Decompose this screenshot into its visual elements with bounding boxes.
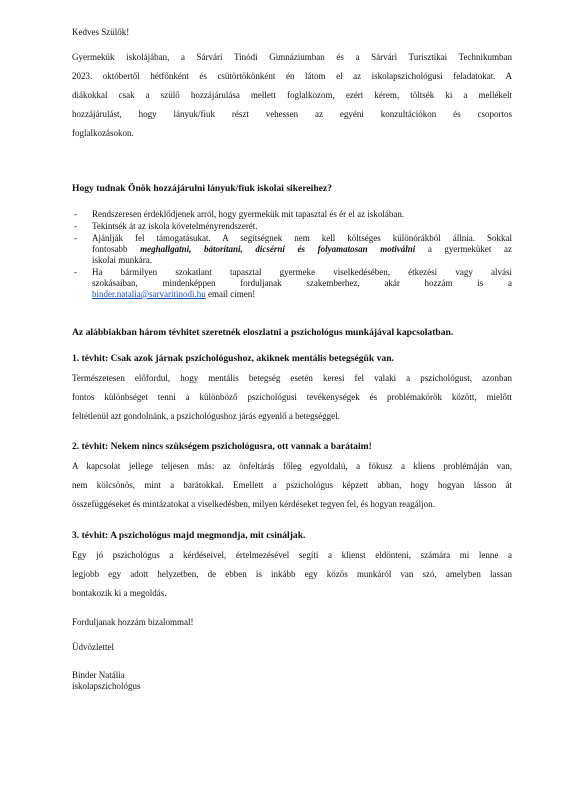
greeting: Kedves Szülők! bbox=[72, 27, 130, 37]
intro-line: diákokkal csak a szülő hozzájárulása mellett foglalkozom, ezért kérem, töltsék ki a mellékelt bbox=[72, 90, 512, 100]
intro-line: foglalkozásokon. bbox=[72, 128, 134, 138]
intro-line: hozzájárulást, hogy lányuk/fiuk részt vehessen az egyéni konzultációkon és csoportos bbox=[72, 109, 512, 119]
closing-line: Forduljanak hozzám bizalommal! bbox=[72, 617, 194, 627]
tip-text: Rendszeresen érdeklődjenek arról, hogy gyermekük mit tapasztal és ér el az iskolában. bbox=[92, 209, 405, 219]
myth2-line: A kapcsolat jellege teljesen más: az önfeltárás főleg egyoldalú, a fókusz a kliens problémáján van, bbox=[72, 461, 512, 471]
myth3-line: bontakozik ki a megoldás. bbox=[72, 588, 167, 598]
question-heading: Hogy tudnak Önök hozzájárulni lányuk/fiuk iskolai sikereihez? bbox=[72, 183, 332, 194]
tip-text: Tekintsék át az iskola követelményrendszerét. bbox=[92, 221, 258, 231]
tip-text: Ha bármilyen szokatlant tapasztal gyermeke viselkedésében, étkezési vagy alvási bbox=[92, 267, 512, 277]
email-link[interactable]: binder.natalia@sarvaritinodi.hu bbox=[92, 289, 206, 299]
myth1-paragraph bbox=[72, 369, 512, 426]
intro-line: 2023. októbertől hétfőnként és csütörtökönként én látom el az iskolapszichológusi feladatokat. A bbox=[72, 71, 512, 81]
list-item bbox=[72, 233, 512, 266]
myth3-heading: 3. tévhit: A pszichológus majd megmondja, mit csináljak. bbox=[72, 530, 306, 541]
signature-title: iskolapszichológus bbox=[72, 681, 141, 691]
list-dash: - bbox=[74, 209, 77, 219]
myth1-line: Természetesen előfordul, hogy mentális betegség esetén keresi fel valaki a pszichológust, azonban bbox=[72, 373, 512, 383]
salutation: Üdvözlettel bbox=[72, 642, 114, 652]
intro-paragraph bbox=[72, 48, 512, 143]
list-item bbox=[72, 267, 512, 300]
myth2-line: összefüggéseket és mintázatokat a viselkedésben, milyen kérdéseket tegyen fel, és hogyan reagáljon. bbox=[72, 499, 435, 509]
myth3-line: Egy jó pszichológus a kérdéseivel, értelmezésével segíti a klienst eldönteni, számára mi lenne a bbox=[72, 550, 512, 560]
signature-name: Binder Natália bbox=[72, 670, 125, 680]
tip-emphasis: meghallgatni, bátorítani, dicsérni és folyamatosan motiválni bbox=[140, 244, 416, 254]
intro-line: Gyermekük iskolájában, a Sárvári Tinódi Gimnáziumban és a Sárvári Turisztikai Technikumban bbox=[72, 52, 512, 62]
list-dash: - bbox=[74, 233, 77, 243]
myth1-line: fontos különbséget tenni a különböző pszichológusi tevékenységek és problémakörök között, mielőtt bbox=[72, 392, 512, 402]
signature-block bbox=[72, 670, 512, 692]
tip-text: Ajánlják fel támogatásukat. A segítségnek nem kell költséges különórákból állnia. Sokkal bbox=[92, 233, 512, 243]
tip-text-line bbox=[92, 289, 512, 300]
myth3-paragraph bbox=[72, 546, 512, 603]
myth2-heading: 2. tévhit: Nekem nincs szükségem pszichológusra, ott vannak a barátaim! bbox=[72, 441, 372, 452]
list-dash: - bbox=[74, 221, 77, 231]
myth2-line: nem kölcsönös, mint a barátokkal. Emellett a pszichológus képzett abban, hogy hogyan lásson át bbox=[72, 480, 512, 490]
tip-text: szokásaiban, mindenképpen forduljanak szakemberhez, akár hozzám is a bbox=[92, 278, 512, 288]
list-dash: - bbox=[74, 267, 77, 277]
myths-intro: Az alábbiakban három tévhitet szeretnék eloszlatni a pszichológus munkájával kapcsolatban. bbox=[72, 327, 454, 338]
myth3-line: legjobb egy adott helyzetben, de ebben is inkább egy közös munkáról van szó, amelyben lassan bbox=[72, 569, 512, 579]
tip-text-line bbox=[92, 244, 512, 255]
tip-text: iskolai munkára. bbox=[92, 255, 152, 265]
tip-text: a gyermeküket az bbox=[427, 244, 513, 254]
myth1-line: feltétlenül azt gondolnánk, a pszichológushoz járás egyenlő a betegséggel. bbox=[72, 411, 340, 421]
list-item bbox=[72, 209, 512, 220]
tip-text: fontosabb bbox=[92, 244, 128, 254]
tip-text: email címen! bbox=[205, 289, 256, 299]
list-item bbox=[72, 221, 512, 232]
myth2-paragraph bbox=[72, 457, 512, 514]
myth1-heading: 1. tévhit: Csak azok járnak pszichológushoz, akiknek mentális betegségük van. bbox=[72, 353, 394, 364]
